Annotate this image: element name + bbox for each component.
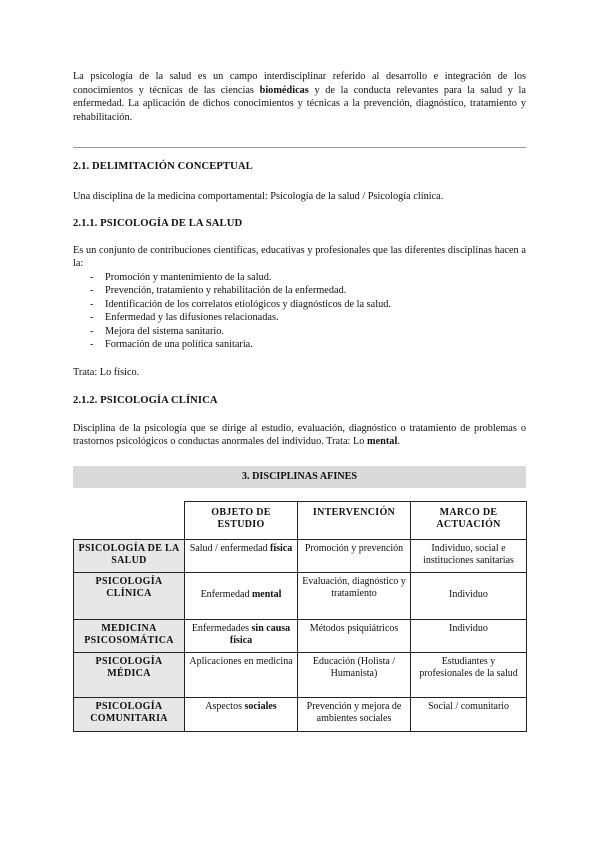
- table-cell-intervencion: Educación (Holista / Humanista): [298, 652, 411, 697]
- cell-bold-text: sociales: [244, 700, 277, 712]
- cell-bold-text: mental: [251, 588, 282, 600]
- table-cell-objeto: [185, 539, 298, 572]
- table-cell-objeto: [185, 619, 298, 652]
- table-row: [74, 619, 527, 652]
- list-item: - Formación de una política sanitaria.: [90, 338, 526, 352]
- cell-text: Enfermedades: [191, 622, 252, 634]
- row-header: MEDICINA PSICOSOMÁTICA: [74, 619, 185, 652]
- table-cell-intervencion: Evaluación, diagnóstico y tratamiento: [298, 572, 411, 619]
- list-item: - Identificación de los correlatos etiológicos y diagnósticos de la salud.: [90, 298, 526, 312]
- section-divider: [73, 147, 526, 148]
- table-cell-marco: Estudiantes y profesionales de la salud: [411, 652, 527, 697]
- intro-text-start: La psicología de la salud es un campo interdisciplinar referido al desarrollo e integración de los conocimientos y técnicas de las ciencias: [73, 71, 526, 96]
- table-cell-intervencion: Promoción y prevención: [298, 539, 411, 572]
- column-header-objeto: OBJETO DE ESTUDIO: [185, 501, 298, 539]
- table-cell-marco: Individuo: [411, 619, 527, 652]
- table-row: [74, 697, 527, 731]
- table-cell-objeto: [185, 572, 298, 619]
- intro-paragraph: [73, 70, 526, 124]
- psicologia-clinica-paragraph: [73, 422, 526, 449]
- list-item: - Prevención, tratamiento y rehabilitación de la enfermedad.: [90, 284, 526, 298]
- row-header: PSICOLOGÍA DE LA SALUD: [74, 539, 185, 572]
- table-cell-marco: Individuo, social e instituciones sanitarias: [411, 539, 527, 572]
- heading-psicologia-de-la-salud: 2.1.1. PSICOLOGÍA DE LA SALUD: [73, 218, 243, 229]
- clinica-text-end: .: [397, 436, 400, 447]
- cell-text: Aspectos: [205, 700, 245, 712]
- cell-bold-text: sin causa física: [229, 622, 291, 646]
- list-item: - Mejora del sistema sanitario.: [90, 325, 526, 339]
- psicologia-salud-list: [73, 271, 526, 352]
- column-header-marco: MARCO DE ACTUACIÓN: [411, 501, 527, 539]
- list-item: - Enfermedad y las difusiones relacionadas.: [90, 311, 526, 325]
- clinica-bold-term: mental: [367, 436, 398, 447]
- table-cell-objeto: [185, 652, 298, 697]
- table-row: [74, 539, 527, 572]
- table-cell-marco: Social / comunitario: [411, 697, 527, 731]
- clinica-text-start: Disciplina de la psicología que se dirige al estudio, evaluación, diagnóstico o tratamiento de problemas o trastornos psicológicos o conductas anormales del individuo. Trata: Lo: [73, 422, 526, 447]
- table-header-row: [74, 501, 527, 539]
- heading-delimitacion-conceptual: 2.1. DELIMITACIÓN CONCEPTUAL: [73, 161, 253, 172]
- column-header-intervencion: INTERVENCIÓN: [298, 501, 411, 539]
- table-cell-marco: Individuo: [411, 572, 527, 619]
- table-cell-objeto: [185, 697, 298, 731]
- table-row: [74, 572, 527, 619]
- table-row: [74, 652, 527, 697]
- heading-psicologia-clinica: 2.1.2. PSICOLOGÍA CLÍNICA: [73, 395, 218, 406]
- cell-text: Enfermedad: [200, 588, 252, 600]
- cell-text: Aplicaciones en medicina: [189, 655, 293, 667]
- disciplinas-table: [73, 501, 527, 732]
- table-cell-intervencion: Prevención y mejora de ambientes sociales: [298, 697, 411, 731]
- intro-text-end: y de la conducta relevantes para la salud y la enfermedad. La aplicación de dichos conocimientos y técnicas a la prevención, diagnóstico, tratamiento y rehabilitación.: [73, 84, 526, 123]
- intro-bold-term: biomédicas: [259, 84, 309, 96]
- psicologia-salud-paragraph: Es un conjunto de contribuciones científicas, educativas y profesionales que las diferentes disciplinas hacen a la:: [73, 244, 526, 269]
- table-corner-cell: [74, 501, 185, 539]
- disciplinas-afines-banner: 3. DISCIPLINAS AFINES: [73, 466, 526, 488]
- row-header: PSICOLOGÍA CLÍNICA: [74, 572, 185, 619]
- table-cell-intervencion: Métodos psiquiátricos: [298, 619, 411, 652]
- row-header: PSICOLOGÍA COMUNITARIA: [74, 697, 185, 731]
- row-header: PSICOLOGÍA MÉDICA: [74, 652, 185, 697]
- cell-text: Salud / enfermedad: [189, 542, 271, 554]
- delimitacion-paragraph: Una disciplina de la medicina comportamental: Psicología de la salud / Psicología clínica.: [73, 190, 444, 202]
- trata-fisico-line: Trata: Lo físico.: [73, 366, 140, 378]
- cell-bold-text: física: [270, 542, 293, 554]
- list-item: - Promoción y mantenimiento de la salud.: [90, 271, 526, 285]
- document-page: [73, 70, 526, 732]
